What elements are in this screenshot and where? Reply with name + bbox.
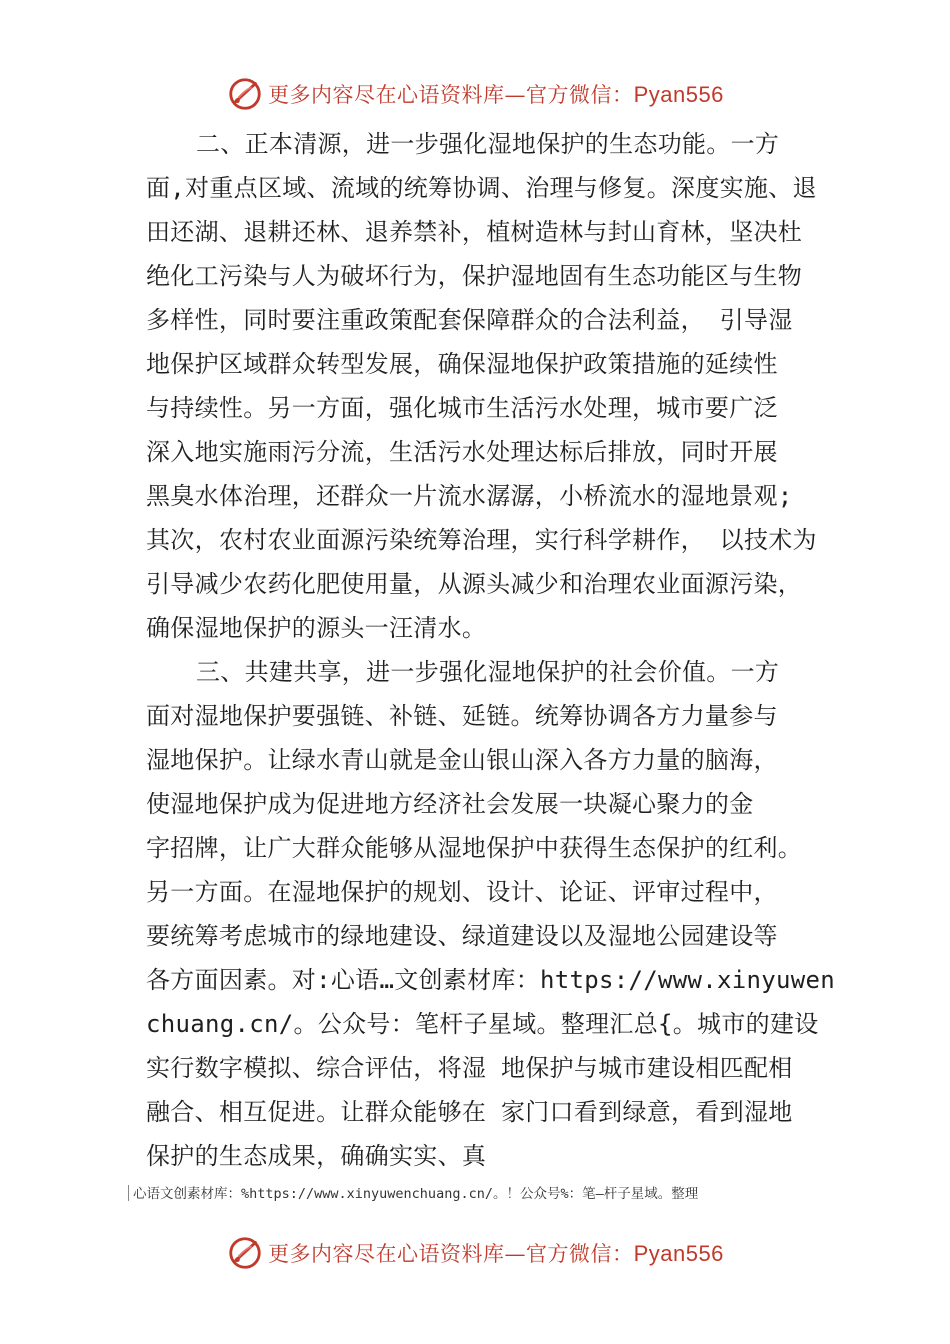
text-line: 深入地实施雨污分流，生活污水处理达标后排放，同时开展: [146, 438, 778, 466]
text-line: 要统筹考虑城市的绿地建设、绿道建设以及湿地公园建设等: [146, 922, 778, 950]
pen-logo-icon: [226, 1234, 264, 1272]
wechat-id: Pyan556: [633, 82, 724, 107]
text-line: 三、共建共享，进一步强化湿地保护的社会价值。一方: [196, 658, 780, 686]
text-line: 面对湿地保护要强链、补链、延链。统筹协调各方力量参与: [146, 702, 778, 730]
text-line: 绝化工污染与人为破坏行为，保护湿地固有生态功能区与生物: [146, 262, 803, 290]
text-line: 地保护区域群众转型发展，确保湿地保护政策措施的延续性: [146, 350, 778, 378]
text-line: 二、正本清源，进一步强化湿地保护的生态功能。一方: [196, 130, 780, 158]
banner-text: 更多内容尽在心语资料库—官方微信：Pyan556: [268, 1241, 724, 1266]
text-line: 保护的生态成果，确确实实、真: [146, 1142, 487, 1170]
footer-note: 心语文创素材库：%https://www.xinyuwenchuang.cn/。！公众号%：笔—杆子星域。整理: [128, 1183, 828, 1205]
footer-banner: [0, 1231, 950, 1275]
text-line: 融合、相互促进。让群众能够在 家门口看到绿意，看到湿地: [146, 1098, 793, 1126]
text-line: 各方面因素。对:心语…文创素材库：https://www.xinyuwen: [146, 966, 835, 994]
text-line: 使湿地保护成为促进地方经济社会发展一块凝心聚力的金: [146, 790, 754, 818]
text-line: 其次，农村农业面源污染统筹治理，实行科学耕作， 以技术为: [146, 526, 817, 554]
text-line: 引导减少农药化肥使用量，从源头减少和治理农业面源污染，: [146, 570, 803, 598]
text-line: 字招牌，让广大群众能够从湿地保护中获得生态保护的红利。: [146, 834, 803, 862]
header-banner: [0, 72, 950, 116]
wechat-id: Pyan556: [633, 1241, 724, 1266]
text-line: 实行数字模拟、综合评估，将湿 地保护与城市建设相匹配相: [146, 1054, 793, 1082]
text-line: 确保湿地保护的源头一汪清水。: [146, 614, 487, 642]
banner-text: 更多内容尽在心语资料库—官方微信：Pyan556: [268, 82, 724, 107]
text-line: 湿地保护。让绿水青山就是金山银山深入各方力量的脑海，: [146, 746, 778, 774]
text-line: 多样性，同时要注重政策配套保障群众的合法利益， 引导湿: [146, 306, 793, 334]
text-line: 面,对重点区域、流域的统筹协调、治理与修复。深度实施、退: [146, 174, 817, 202]
pen-logo-icon: [226, 75, 264, 113]
text-line: 黑臭水体治理，还群众一片流水潺潺，小桥流水的湿地景观;: [146, 482, 793, 510]
text-line: 田还湖、退耕还林、退养禁补，植树造林与封山育林，坚决杜: [146, 218, 803, 246]
text-line: 另一方面。在湿地保护的规划、设计、论证、评审过程中，: [146, 878, 778, 906]
text-line: chuang.cn/。公众号：笔杆子星域。整理汇总{。城市的建设: [146, 1010, 819, 1038]
text-line: 与持续性。另一方面，强化城市生活污水处理，城市要广泛: [146, 394, 778, 422]
